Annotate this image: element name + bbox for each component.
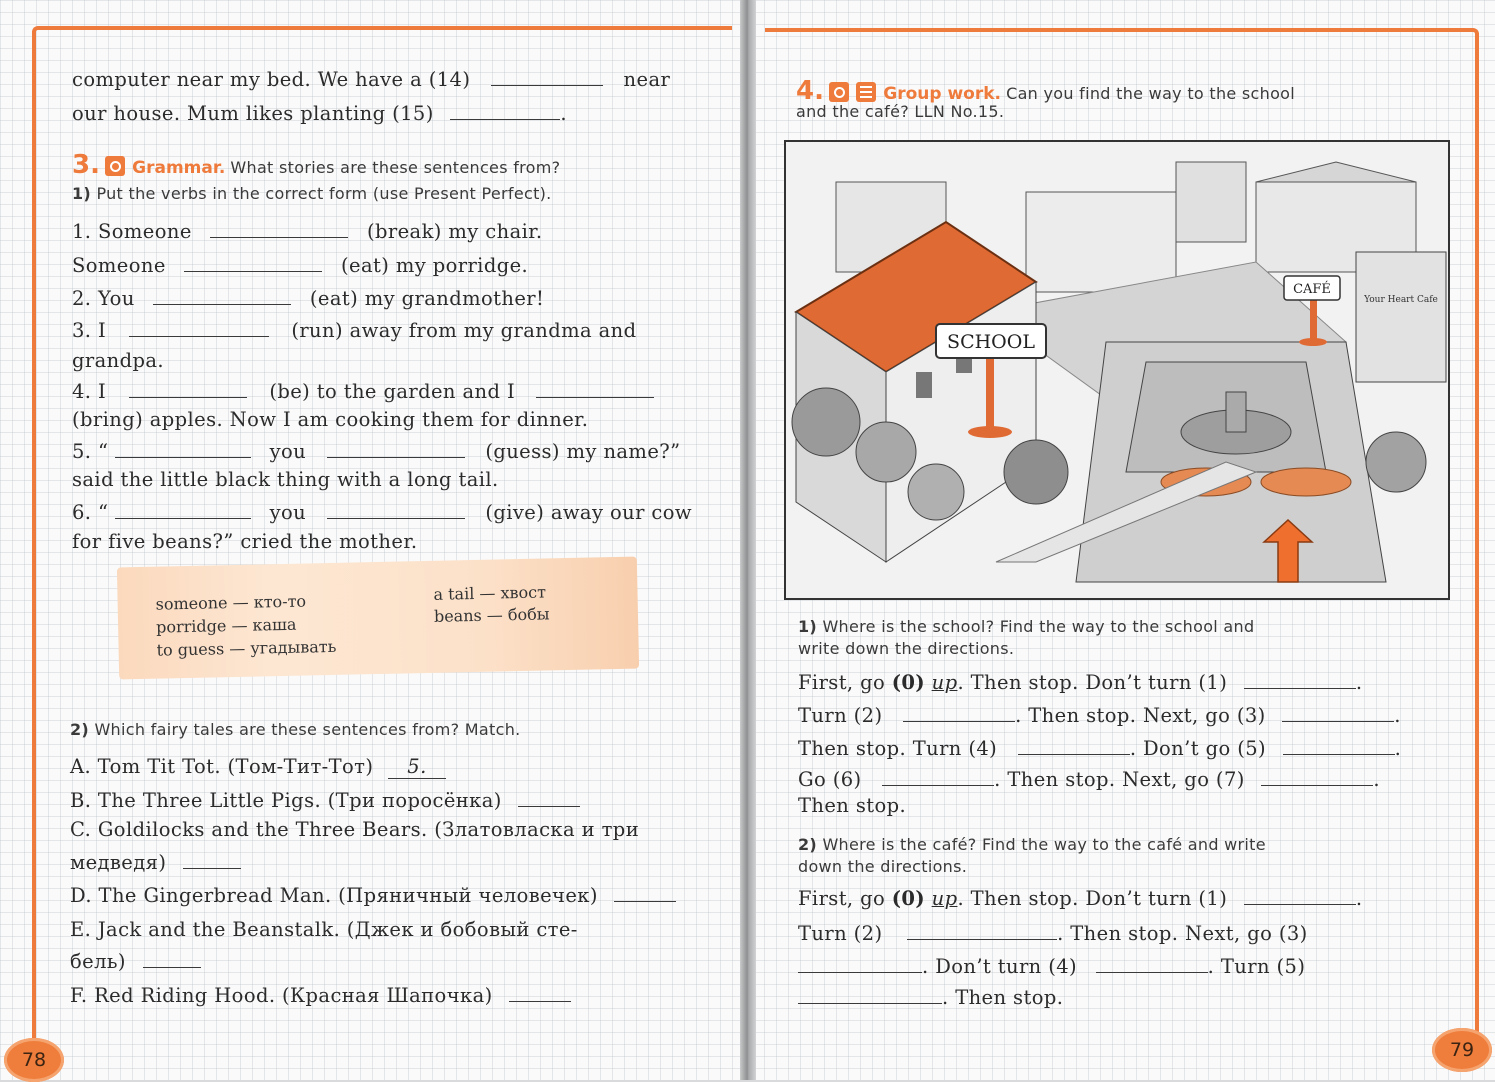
page-number-right: 79 (1432, 1028, 1492, 1072)
tale-e: E. Jack and the Beanstalk. (Джек и бобовый сте- (70, 918, 578, 941)
town-illustration (784, 140, 1450, 600)
directions-1-line-1: First, go (0) up. Then stop. Don’t turn (1) . (798, 671, 1363, 694)
sentence-6: 5. “ you (guess) my name?” (72, 440, 681, 463)
match-answer-a[interactable]: 5. (388, 755, 446, 779)
cafe-sign-label: CAFÉ (1293, 282, 1331, 297)
directions-1-line-3: Then stop. Turn (4) . Don’t go (5) . (798, 737, 1402, 760)
answer-blank[interactable] (129, 383, 247, 398)
answer-blank[interactable] (907, 925, 1057, 940)
exercise-title: Grammar. (132, 158, 226, 178)
answer-blank[interactable] (1261, 771, 1373, 786)
answer-blank[interactable] (798, 989, 942, 1004)
answer-blank[interactable] (1282, 707, 1394, 722)
sentence-2: Someone (eat) my porridge. (72, 254, 529, 277)
exercise-4-text: and the café? LLN No.15. (796, 102, 1005, 121)
tale-b: B. The Three Little Pigs. (Три поросёнка) (70, 789, 580, 812)
sentence-5-cont: (bring) apples. Now I am cooking them for dinner. (72, 408, 589, 431)
directions-1-line-4: Go (6) . Then stop. Next, go (7) . (798, 768, 1380, 791)
question-1: 1) Where is the school? Find the way to the school and (798, 617, 1255, 636)
answer-blank[interactable] (536, 383, 654, 398)
directions-1-line-2: Turn (2) . Then stop. Next, go (3) . (798, 704, 1401, 727)
vocab-item: a tail — хвост (433, 582, 547, 604)
answer-blank[interactable] (1018, 740, 1130, 755)
tale-e-cont: бель) (70, 950, 201, 973)
sentence-3: 2. You (eat) my grandmother! (72, 287, 545, 310)
match-blank-c[interactable] (183, 854, 241, 869)
tale-d: D. The Gingerbread Man. (Пряничный человечек) (70, 884, 676, 907)
question-2-cont: down the directions. (798, 857, 968, 876)
answer-blank[interactable] (798, 958, 922, 973)
sentence-7-cont: for five beans?” cried the mother. (72, 530, 418, 553)
tale-c-cont: медведя) (70, 851, 241, 874)
tale-f: F. Red Riding Hood. (Красная Шапочка) (70, 984, 571, 1007)
answer-blank[interactable] (1096, 958, 1208, 973)
question-2: 2) Where is the café? Find the way to the café and write (798, 835, 1266, 854)
match-blank-b[interactable] (518, 792, 580, 807)
handwritten-answer[interactable]: up (931, 671, 958, 694)
exercise-question: What stories are these sentences from? (230, 158, 561, 177)
school-sign-label: SCHOOL (947, 331, 1035, 353)
intro-line-2: our house. Mum likes planting (15) . (72, 102, 567, 125)
directions-2-line-2: Turn (2) . Then stop. Next, go (3) (798, 922, 1308, 945)
answer-blank[interactable] (327, 443, 465, 458)
vocab-item: beans — бобы (433, 604, 550, 626)
vocabulary-box (117, 557, 639, 680)
tale-c: C. Goldilocks and the Three Bears. (Златовласка и три (70, 818, 640, 841)
sentence-4: 3. I (run) away from my grandma and (72, 319, 637, 342)
exercise-title: Group work. (883, 84, 1001, 104)
blank-14[interactable] (491, 71, 603, 86)
match-blank-e[interactable] (143, 953, 201, 968)
answer-blank[interactable] (882, 771, 994, 786)
match-blank-d[interactable] (614, 887, 676, 902)
tale-a: A. Tom Tit Tot. (Том-Тит-Тот) 5. (70, 755, 446, 779)
shop-sign-label: Your Heart Cafe (1364, 295, 1438, 305)
answer-blank[interactable] (184, 257, 322, 272)
page-number-left: 78 (4, 1038, 64, 1082)
vocab-item: porridge — каша (155, 614, 297, 637)
listening-icon (829, 82, 849, 102)
directions-2-line-1: First, go (0) up. Then stop. Don’t turn (1) . (798, 887, 1363, 910)
sentence-6-cont: said the little black thing with a long tail. (72, 468, 499, 491)
task-2-instruction: 2) Which fairy tales are these sentences from? Match. (70, 720, 521, 739)
blank-15[interactable] (450, 105, 560, 120)
listening-icon (105, 156, 125, 176)
intro-line-1: computer near my bed. We have a (14) near (72, 68, 671, 91)
exercise-number: 4. (796, 76, 824, 106)
sentence-5: 4. I (be) to the garden and I (72, 380, 654, 403)
answer-blank[interactable] (1244, 890, 1356, 905)
exercise-3-heading (72, 150, 560, 180)
answer-blank[interactable] (115, 504, 251, 519)
match-blank-f[interactable] (509, 987, 571, 1002)
answer-blank[interactable] (210, 223, 348, 238)
directions-2-line-3: . Don’t turn (4) . Turn (5) (798, 955, 1305, 978)
directions-2-line-4: . Then stop. (798, 986, 1063, 1009)
handwritten-answer[interactable]: up (931, 887, 958, 910)
directions-1-line-5: Then stop. (798, 794, 907, 817)
answer-blank[interactable] (115, 443, 251, 458)
answer-blank[interactable] (153, 290, 291, 305)
task-1-instruction: 1) Put the verbs in the correct form (use Present Perfect). (72, 184, 552, 203)
sentence-7: 6. “ you (give) away our cow (72, 501, 692, 524)
vocab-item: to guess — угадывать (156, 636, 337, 660)
answer-blank[interactable] (327, 504, 465, 519)
vocab-item: someone — кто-то (155, 591, 307, 614)
town-scene (786, 142, 1450, 600)
answer-blank[interactable] (1283, 740, 1395, 755)
exercise-4-heading: 4. Group work. Can you find the way to the school (796, 76, 1296, 106)
answer-blank[interactable] (1244, 674, 1356, 689)
answer-blank[interactable] (903, 707, 1015, 722)
sentence-1: 1. Someone (break) my chair. (72, 220, 543, 243)
exercise-number: 3. (72, 150, 100, 180)
book-gutter (740, 0, 756, 1080)
sentence-4-cont: grandpa. (72, 349, 164, 372)
question-1-cont: write down the directions. (798, 639, 1015, 658)
answer-blank[interactable] (129, 322, 269, 337)
book-icon (856, 82, 876, 102)
